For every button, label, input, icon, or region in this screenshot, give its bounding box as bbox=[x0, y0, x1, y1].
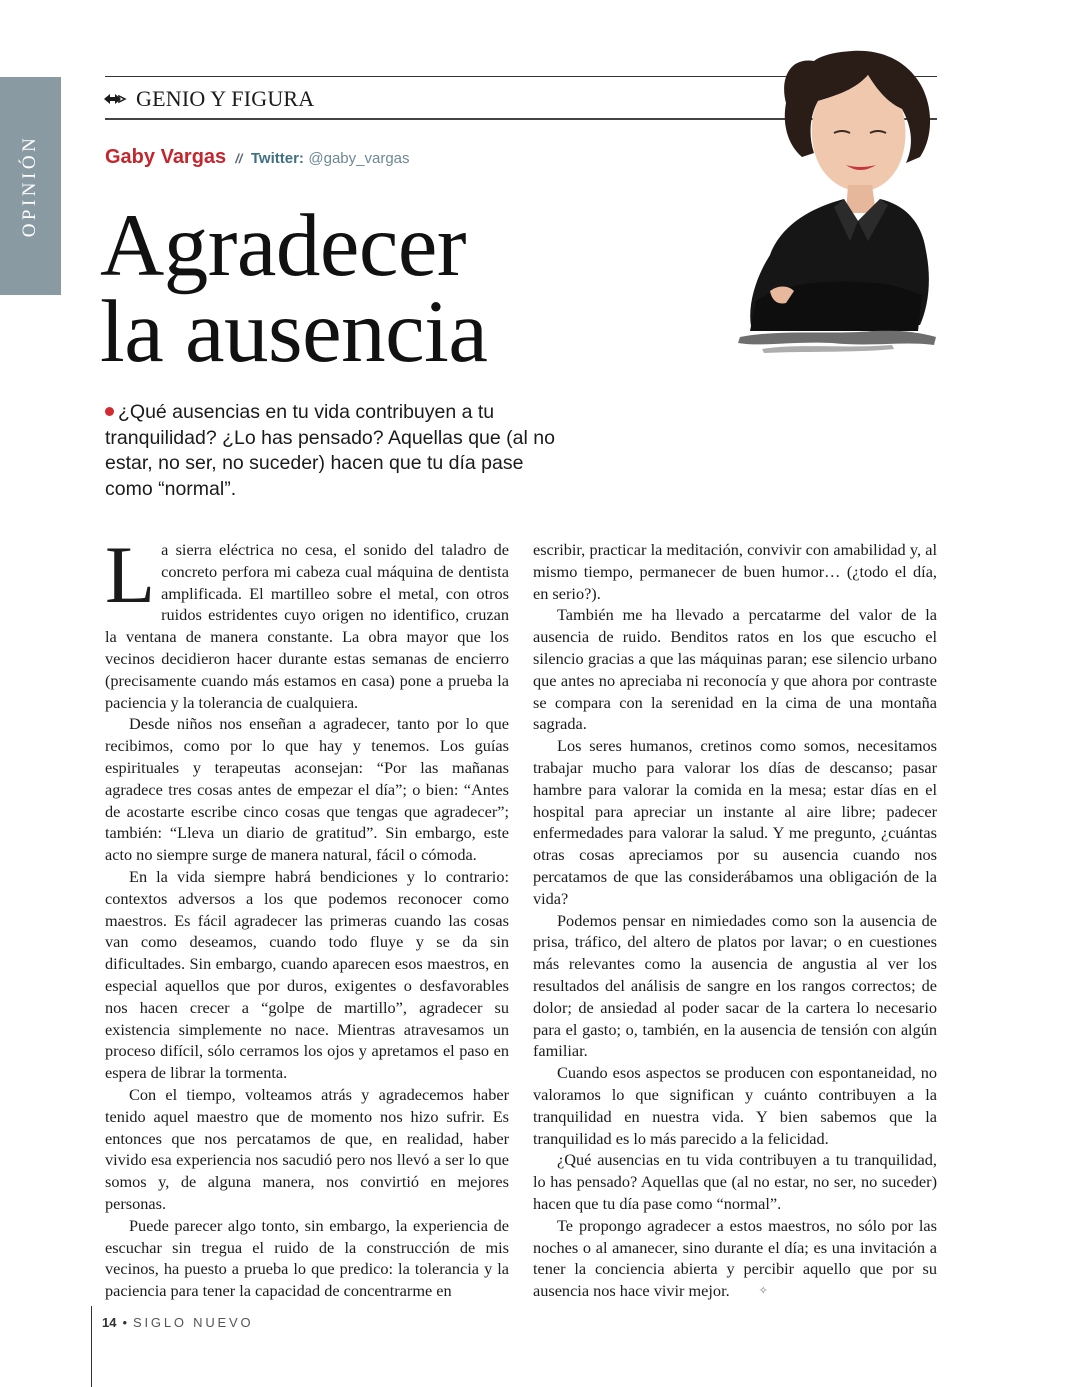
body-paragraph-5-continued: escribir, practicar la meditación, convivir con amabilidad y, al mismo tiempo, permanecer de buen humor… (¿todo el día, en serio?). bbox=[533, 540, 937, 603]
lead-text: ¿Qué ausencias en tu vida contribuyen a tu tranquilidad? ¿Lo has pensado? Aquellas que (al no estar, no ser, no suceder) hacen que tu día pase como “normal”. bbox=[105, 401, 555, 500]
body-paragraph-5: Puede parecer algo tonto, sin embargo, la experiencia de escuchar sin tregua el ruido de la construcción de mis vecinos, ha puesto a prueba lo que predico: la tolerancia y la paciencia para tener la capacidad de concentrarme en bbox=[105, 1215, 509, 1301]
body-paragraph-1 bbox=[105, 529, 509, 713]
body-paragraph-4: Con el tiempo, volteamos atrás y agradecemos haber tenido aquel maestro que de momento nos hizo sufrir. Es entonces que nos percatamos de que, en realidad, haber vivido esa experiencia nos sacudió pero nos llevó a ser lo que somos y, de alguna manera, nos convirtió en mejores personas. bbox=[105, 1084, 509, 1213]
drop-cap: L bbox=[105, 529, 156, 620]
body-paragraph-9: Cuando esos aspectos se producen con espontaneidad, no valoramos lo que significan y cuánto contribuyen a la tranquilidad en nuestra vida. Y bien sabemos que la tranquilidad es lo más parecido a la felicidad. bbox=[533, 1063, 937, 1148]
section-header bbox=[103, 86, 314, 112]
body-paragraph-3: En la vida siempre habrá bendiciones y lo contrario: contextos adversos a los que podemos reconocer como maestros. Es fácil agradecer las primeras cuando las cosas van como deseamos, cuando todo fluye y se da sin dificultades. Sin embargo, cuando aparecen esos maestros, en especial aquellos que por duros, exigentes o desfavorables nos hacen crecer a “golpe de martillo”, agradecer su existencia simplemente no nace. Mientras atravesamos un proceso difícil, sólo cerramos los ojos y apretamos el paso en espera de librar la tormenta. bbox=[105, 866, 509, 1083]
article-column-right bbox=[533, 539, 937, 1303]
byline-separator: // bbox=[235, 151, 243, 166]
article-headline bbox=[100, 197, 488, 381]
body-paragraph-10: ¿Qué ausencias en tu vida contribuyen a tu tranquilidad, lo has pensado? Aquellas que (al no estar, no ser, no suceder) hacen que tu día pase como “normal”. bbox=[533, 1150, 937, 1213]
body-paragraph-1-text: a sierra eléctrica no cesa, el sonido del taladro de concreto perfora mi cabeza cual máquina de dentista amplificada. El martilleo sobre el metal, con otros ruidos estridentes cuyo origen no identifico, cruzan la ventana de manera constante. La obra mayor que los vecinos decidieron hacer durante estas semanas de encierro (precisamente cuando más estamos en casa) pone a prueba la paciencia y la tolerancia de cualquiera. bbox=[105, 540, 509, 712]
double-arrow-icon bbox=[103, 93, 127, 105]
end-mark-icon: ✧ bbox=[758, 1285, 768, 1298]
footer-vertical-rule bbox=[91, 1306, 92, 1387]
body-paragraph-11 bbox=[533, 1215, 937, 1303]
magazine-name: SIGLO NUEVO bbox=[133, 1315, 254, 1330]
headline-line-1: Agradecer bbox=[100, 197, 467, 295]
author-name: Gaby Vargas bbox=[105, 146, 227, 168]
body-paragraph-11-text: Te propongo agradecer a estos maestros, no sólo por las noches o al amanecer, sino durante el día; es una invitación a tener la conciencia abierta y percibir aquello que por su ausencia nos hace vivir mejor. bbox=[533, 1215, 937, 1301]
twitter-label: Twitter: bbox=[250, 150, 304, 167]
page-footer bbox=[102, 1315, 253, 1330]
article-lead bbox=[105, 400, 555, 502]
body-paragraph-7: Los seres humanos, cretinos como somos, necesitamos trabajar mucho para valorar los días de descanso; pasar hambre para valorar la comida en la mesa; estar días en el hospital para apreciar un instante al aire libre; padecer enfermedades para valorar la salud. Y me pregunto, ¿cuántas otras cosas apreciamos por su ausencia cuando nos percatamos de que las considerábamos una obligación de la vida? bbox=[533, 736, 937, 908]
twitter-handle[interactable]: @gaby_vargas bbox=[308, 150, 410, 167]
body-paragraph-8: Podemos pensar en nimiedades como son la ausencia de prisa, tráfico, del altero de platos por lavar; o en cuestiones más relevantes como la ausencia de angustia al ver los resultados del análisis de sangre en los rangos correctos; de dolor; de ansiedad al poder sacar de la cartera lo necesario para el gasto; o, también, en la ausencia de tensión con algún familiar. bbox=[533, 910, 937, 1061]
headline-line-2: la ausencia bbox=[100, 283, 488, 381]
author-portrait bbox=[722, 45, 944, 355]
article-column-left bbox=[105, 529, 509, 1302]
body-paragraph-6: También me ha llevado a percatarme del valor de la ausencia de ruido. Benditos ratos en los que escucho el silencio gracias a que las máquinas paran; ese silencio urbano que antes no apreciaba ni reconocía y que ahora por contraste se compara con la serenidad en la cima de una montaña sagrada. bbox=[533, 605, 937, 734]
byline bbox=[105, 146, 410, 169]
section-label: GENIO Y FIGURA bbox=[136, 86, 315, 111]
section-side-tab-label: OPINIÓN bbox=[19, 134, 40, 238]
lead-bullet-icon bbox=[105, 407, 114, 416]
page-number: 14 bbox=[102, 1315, 117, 1330]
footer-separator: • bbox=[122, 1315, 128, 1330]
body-paragraph-2: Desde niños nos enseñan a agradecer, tanto por lo que recibimos, como por lo que hay y tenemos. Los guías espirituales y terapeutas aconsejan: “Por las mañanas agradece tres cosas antes de empezar el día”; o bien: “Antes de acostarte escribe cinco cosas que tengas que agradecer”; también: “Lleva un diario de gratitud”. Sin embargo, este acto no siempre surge de manera natural, fácil o cómoda. bbox=[105, 714, 509, 865]
